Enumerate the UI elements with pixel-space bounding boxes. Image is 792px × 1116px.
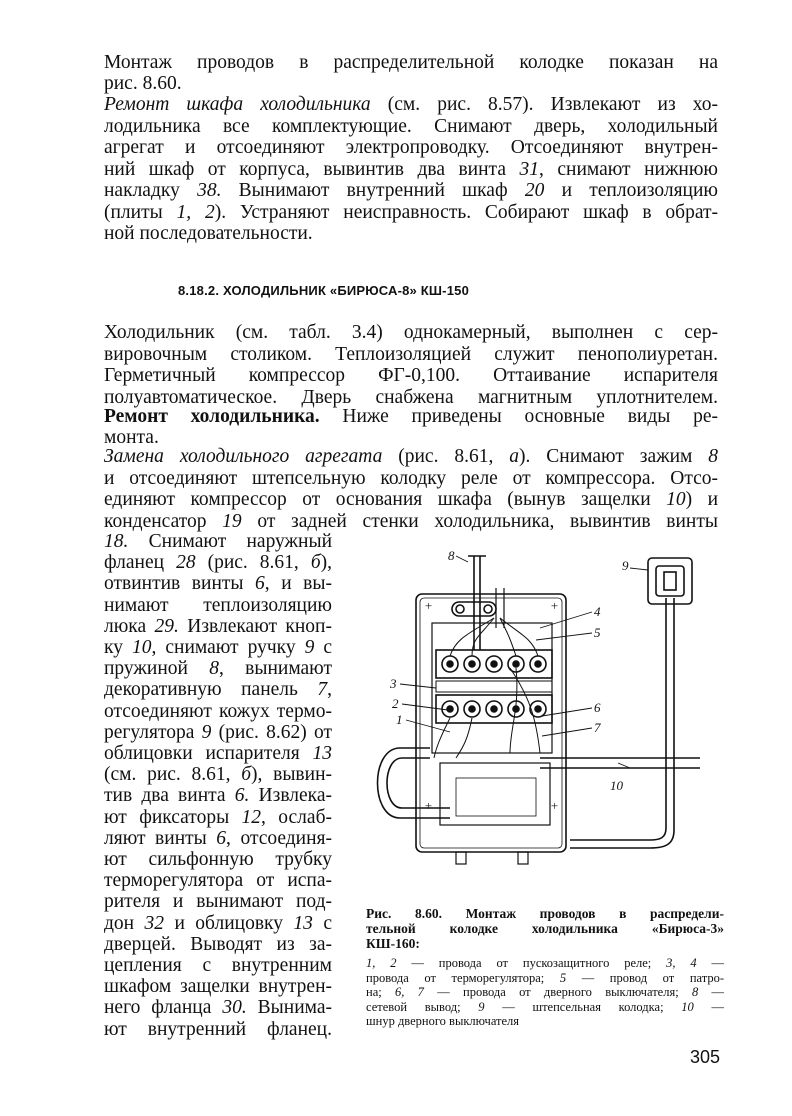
column-text-line: тив два винта 6. Извлека- xyxy=(104,785,333,807)
paragraph-line: агрегат и отсоединяют электропроводку. Отсоединяют внутрен- xyxy=(104,137,718,158)
section-heading: 8.18.2. ХОЛОДИЛЬНИК «БИРЮСА-8» КШ-150 xyxy=(178,283,469,298)
paragraph-line: накладку 38. Вынимают внутренний шкаф 20 и теплоизоляцию xyxy=(104,180,718,201)
caption-legend-line: шнур дверного выключателя xyxy=(366,1014,520,1028)
column-text-line: ляют винты 6, отсоединя- xyxy=(104,827,332,849)
column-text-line: ку 10, снимают ручку 9 с xyxy=(104,637,333,658)
paragraph-line: ний шкаф от корпуса, вывинтив два винта 31, снимают нижнюю xyxy=(104,158,718,180)
paragraph-line: монта. xyxy=(104,427,159,448)
column-text-line: дверцей. Выводят из за- xyxy=(104,933,332,955)
column-text-line: фланец 28 (рис. 8.61, б), xyxy=(104,552,332,574)
caption-title-line: тельной колодке холодильника «Бирюса-3» xyxy=(366,921,724,936)
plug-connector xyxy=(648,558,692,604)
plus-mark: + xyxy=(424,798,433,813)
caption-legend-line: провода от терморегулятора; 5 — провод от патро- xyxy=(366,970,725,985)
paragraph-line: Ремонт холодильника. Ниже приведены основные виды ре- xyxy=(104,406,718,427)
paragraph-line: рис. 8.60. xyxy=(104,73,182,94)
column-text-line: пружиной 8, вынимают xyxy=(104,658,333,680)
column-text-line: ют фиксаторы 12, ослаб- xyxy=(104,806,332,828)
column-text-line: отвинтив винты 6, и вы- xyxy=(104,573,332,595)
paragraph-line: Герметичный компрессор ФГ-0,100. Оттаивание испарителя xyxy=(104,365,718,386)
paragraph-line: Замена холодильного агрегата (рис. 8.61, а). Снимают зажим 8 xyxy=(104,446,719,467)
column-text-line: дон 32 и облицовку 13 с xyxy=(104,912,332,934)
plus-mark: + xyxy=(550,598,559,613)
label-10: 10 xyxy=(610,778,623,793)
paragraph-line: вировочным столиком. Теплоизоляцией служит пенополиуретан. xyxy=(104,343,718,365)
column-text-line: нимают теплоизоляцию xyxy=(104,594,332,616)
paragraph-line: Холодильник (см. табл. 3.4) однокамерный, выполнен с сер- xyxy=(104,322,718,343)
label-6: 6 xyxy=(594,700,601,715)
column-text-line: шкафом защелки внутрен- xyxy=(104,976,332,998)
column-text-line: люка 29. Извлекают кноп- xyxy=(104,615,332,637)
junction-box xyxy=(432,623,552,753)
column-text-line: отсоединяют кожух термо- xyxy=(104,700,332,722)
column-text-line: ют сильфонную трубку xyxy=(104,849,332,870)
plus-mark: + xyxy=(424,598,433,613)
column-text-line: декоративную панель 7, xyxy=(104,679,332,701)
terminal-divider xyxy=(436,681,552,692)
column-text-line: рителя и вынимают под- xyxy=(104,891,332,913)
column-text-line: ют внутренний фланец. xyxy=(104,1018,332,1040)
paragraph-line: ной последовательности. xyxy=(104,223,313,244)
column-text-line: цепления с внутренним xyxy=(104,955,332,976)
label-8: 8 xyxy=(448,548,455,563)
paragraph-line: лодильника все комплектующие. Снимают дверь, холодильный xyxy=(104,115,718,137)
column-text-line: 18. Снимают наружный xyxy=(104,531,332,552)
caption-legend-line: 1, 2 — провода от пускозащитного реле; 3, 4 — xyxy=(366,956,725,970)
column-text-line: облицовки испарителя 13 xyxy=(104,743,332,764)
label-7: 7 xyxy=(594,720,601,735)
column-text-line: терморегулятора от испа- xyxy=(104,870,332,892)
wiring-diagram-figure xyxy=(360,538,740,868)
paragraph-line: и отсоединяют штепсельную колодку реле от компрессора. Отсо- xyxy=(104,467,718,489)
caption-title-line: Рис. 8.60. Монтаж проводов в распредели- xyxy=(366,906,724,921)
label-2: 2 xyxy=(392,696,399,711)
column-text-line: регулятора 9 (рис. 8.62) от xyxy=(104,721,333,743)
paragraph-line: Монтаж проводов в распределительной колодке показан на xyxy=(104,52,718,73)
label-3: 3 xyxy=(390,676,397,691)
caption-title-line: КШ-160: xyxy=(366,936,420,951)
label-1: 1 xyxy=(396,712,403,727)
paragraph-line: (плиты 1, 2). Устраняют неисправность. Собирают шкаф в обрат- xyxy=(104,201,719,223)
terminal-screws-bottom xyxy=(442,701,546,717)
paragraph-line: конденсатор 19 от задней стенки холодильника, вывинтив винты xyxy=(104,510,718,532)
label-4: 4 xyxy=(594,604,601,619)
label-5: 5 xyxy=(594,625,601,640)
caption-legend-line: сетевой вывод; 9 — штепсельная колодка; 10 — xyxy=(366,999,725,1014)
column-text-line: него фланца 30. Вынима- xyxy=(104,997,332,1019)
label-9: 9 xyxy=(622,558,629,573)
page-number: 305 xyxy=(690,1047,721,1067)
column-text-line: (см. рис. 8.61, б), вывин- xyxy=(104,764,332,786)
paragraph-line: полуавтоматическое. Дверь снабжена магнитным уплотнителем. xyxy=(104,386,718,408)
paragraph-line: единяют компрессор от основания шкафа (вынув защелки 10) и xyxy=(104,489,718,510)
plus-mark: + xyxy=(550,798,559,813)
paragraph-line: Ремонт шкафа холодильника (см. рис. 8.57). Извлекают из хо- xyxy=(104,94,718,115)
caption-legend-line: на; 6, 7 — провода от дверного выключателя; 8 — xyxy=(366,985,724,999)
terminal-screws-top xyxy=(442,656,546,672)
